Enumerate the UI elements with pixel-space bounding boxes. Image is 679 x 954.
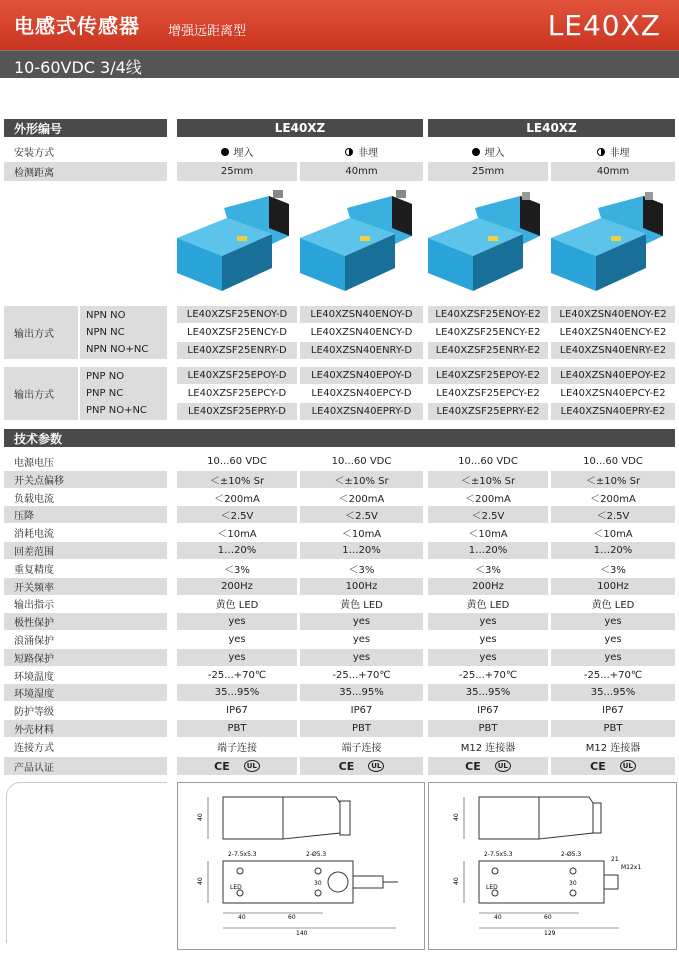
npn-type: NPN NO+NC [86, 344, 149, 355]
part-number: LE40XZSN40ENCY-D [310, 327, 413, 338]
spec-value: ＜2.5V [551, 506, 675, 523]
spec-row [0, 506, 679, 523]
part-number: LE40XZSF25ENCY-E2 [435, 327, 541, 338]
spec-value: yes [177, 649, 297, 666]
dim-label: 2-7.5x5.3 [228, 851, 257, 858]
spec-label: 开关点偏移 [4, 471, 167, 488]
spec-value: 35...95% [428, 684, 548, 701]
ul-mark-icon: UL [244, 760, 260, 772]
spec-value: 1…20% [551, 542, 675, 559]
spec-value: ＜3% [224, 564, 250, 576]
spec-value: yes [300, 613, 423, 630]
decorative-frame [6, 782, 167, 943]
part-number: LE40XZSN40EPCY-D [311, 388, 412, 399]
spec-value: yes [604, 634, 622, 645]
spec-value: ＜2.5V [428, 506, 548, 523]
spec-value: 10...60 VDC [207, 456, 267, 467]
spec-value: 10...60 VDC [458, 456, 518, 467]
flush-icon [472, 148, 480, 156]
spec-label: 电源电压 [14, 458, 54, 469]
spec-value: -25...+70℃ [583, 669, 643, 681]
flush-icon [221, 148, 229, 156]
spec-label: 短路保护 [4, 649, 167, 666]
mounting-label: 安装方式 [14, 148, 54, 159]
spec-value: ＜3% [475, 564, 501, 576]
spec-row [0, 649, 679, 666]
spec-value: 100Hz [300, 578, 423, 595]
mounting-value: 非埋 [300, 143, 423, 160]
part-number: LE40XZSN40ENRY-E2 [551, 342, 675, 359]
part-number: LE40XZSF25EPRY-D [177, 403, 297, 420]
spec-value: 10...60 VDC [583, 456, 643, 467]
spec-value: ＜10mA [217, 529, 257, 541]
dim-label: 40 [494, 914, 502, 921]
spec-value: 黄色 LED [466, 600, 510, 612]
spec-value: ＜±10% Sr [551, 471, 675, 488]
model-name: LE40XZ [547, 9, 661, 42]
ce-mark-icon: CE [465, 759, 481, 773]
distance-value: 25mm [177, 162, 297, 181]
sensor-image [300, 188, 424, 298]
spec-row [0, 524, 679, 541]
spec-value: ＜3% [348, 564, 375, 576]
nonflush-icon [345, 148, 353, 156]
npn-type: NPN NC [86, 327, 125, 338]
dim-label: 40 [453, 877, 460, 885]
ce-mark-icon: CE [338, 759, 355, 773]
mounting-value: 非埋 [551, 143, 675, 160]
ul-mark-icon: UL [495, 760, 511, 772]
spec-label: 重复精度 [14, 564, 54, 576]
shape-code-label: 外形编号 [4, 119, 167, 137]
spec-value: M12 连接器 [460, 742, 516, 754]
spec-value: ＜2.5V [300, 506, 423, 523]
part-number: LE40XZSN40ENCY-E2 [559, 327, 667, 338]
table-row [0, 324, 679, 341]
spec-value: yes [177, 613, 297, 630]
spec-value: IP67 [226, 705, 248, 717]
distance-label: 检测距离 [4, 162, 167, 181]
npn-type: NPN NO [86, 310, 126, 321]
spec-value: ＜±10% Sr [177, 471, 297, 488]
spec-value: 1…20% [177, 542, 297, 559]
spec-value: yes [551, 613, 675, 630]
dim-label: 2-7.5x5.3 [484, 851, 513, 858]
spec-row [0, 453, 679, 470]
sensor-image [551, 188, 675, 298]
spec-label: 连接方式 [14, 742, 54, 754]
spec-row [0, 578, 679, 595]
spec-row [0, 560, 679, 577]
table-row [0, 367, 679, 384]
part-number: LE40XZSF25EPCY-E2 [436, 388, 540, 399]
dim-label: 40 [197, 877, 204, 885]
spec-row [0, 613, 679, 630]
mounting-value: 埋入 [428, 143, 548, 160]
spec-label: 浪涌保护 [14, 636, 54, 647]
spec-value: 10...60 VDC [331, 456, 392, 467]
pnp-type: PNP NO+NC [86, 405, 147, 416]
spec-value: PBT [551, 720, 675, 737]
sensor-image [177, 188, 301, 298]
spec-value: ＜200mA [338, 493, 385, 505]
spec-value: ＜±10% Sr [428, 471, 548, 488]
product-title: 电感式传感器 [14, 14, 140, 38]
part-number: LE40XZSN40ENOY-E2 [551, 306, 675, 323]
spec-value: PBT [177, 720, 297, 737]
spec-value: -25...+70℃ [207, 669, 267, 681]
spec-value: yes [228, 634, 246, 645]
dim-label: 21 [611, 856, 619, 863]
part-number: LE40XZSN40ENOY-D [300, 306, 423, 323]
dimension-drawing-m12 [428, 782, 677, 950]
spec-row [0, 738, 679, 755]
dim-label: 60 [544, 914, 552, 921]
table-row [0, 306, 679, 323]
spec-label: 开关频率 [4, 578, 167, 595]
spec-value: 200Hz [428, 578, 548, 595]
distance-value: 40mm [300, 162, 423, 181]
table-head-row [0, 119, 679, 137]
spec-row [0, 471, 679, 488]
dim-label: 2-Ø5.3 [306, 851, 327, 858]
spec-row [0, 489, 679, 506]
spec-value: 黄色 LED [215, 600, 259, 612]
led-label: LED [230, 884, 242, 891]
spec-label: 负载电流 [14, 493, 54, 505]
cert-row [0, 757, 679, 775]
dim-label: 2-Ø5.3 [561, 851, 582, 858]
spec-value: -25...+70℃ [332, 669, 391, 681]
pnp-type: PNP NO [86, 371, 125, 382]
spec-value: M12 连接器 [585, 742, 641, 754]
tech-params-title: 技术参数 [4, 429, 675, 447]
spec-row [0, 542, 679, 559]
spec-row [0, 631, 679, 648]
spec-row [0, 595, 679, 612]
part-number: LE40XZSF25EPRY-E2 [428, 403, 548, 420]
spec-value: 端子连接 [217, 742, 257, 754]
output-mode-label: 输出方式 [4, 367, 78, 420]
dimension-drawing-terminal [177, 782, 425, 950]
part-number: LE40XZSN40EPRY-E2 [551, 403, 675, 420]
part-number: LE40XZSF25ENOY-E2 [428, 306, 548, 323]
spec-value: IP67 [350, 705, 373, 717]
spec-value: ＜10mA [341, 529, 382, 541]
table-row [0, 385, 679, 402]
nonflush-icon [597, 148, 605, 156]
part-number: LE40XZSF25ENRY-E2 [428, 342, 548, 359]
spec-label: 环境湿度 [4, 684, 167, 701]
spec-value: 200Hz [177, 578, 297, 595]
spec-label: 回差范围 [4, 542, 167, 559]
spec-value: PBT [300, 720, 423, 737]
spec-label: 压降 [4, 506, 167, 523]
mounting-value: 埋入 [177, 143, 297, 160]
distance-value: 25mm [428, 162, 548, 181]
ce-mark-icon: CE [214, 759, 230, 773]
part-number: LE40XZSF25ENCY-D [187, 327, 287, 338]
mounting-row [0, 143, 679, 160]
cert-label: 产品认证 [4, 757, 167, 775]
spec-label: 消耗电流 [14, 529, 54, 541]
output-mode-label: 输出方式 [4, 306, 78, 359]
spec-label: 输出指示 [14, 600, 54, 612]
spec-value: PBT [428, 720, 548, 737]
dim-label: 30 [314, 880, 322, 887]
subheader-bar [0, 50, 679, 78]
part-number: LE40XZSF25ENRY-D [177, 342, 297, 359]
spec-value: ＜±10% Sr [300, 471, 423, 488]
spec-row [0, 667, 679, 684]
dim-label: 60 [288, 914, 296, 921]
spec-value: IP67 [602, 705, 624, 717]
distance-row [0, 162, 679, 181]
pnp-type: PNP NC [86, 388, 124, 399]
table-row [0, 342, 679, 359]
spec-value: ＜10mA [468, 529, 508, 541]
spec-value: yes [428, 649, 548, 666]
spec-value: yes [428, 613, 548, 630]
spec-value: 35...95% [177, 684, 297, 701]
spec-value: ＜200mA [465, 493, 511, 505]
dim-label: 40 [197, 813, 204, 821]
spec-label: 极性保护 [4, 613, 167, 630]
spec-label: 环境温度 [14, 671, 54, 683]
part-number: LE40XZSF25EPCY-D [187, 388, 287, 399]
spec-value: ＜3% [600, 564, 626, 576]
spec-value: ＜2.5V [177, 506, 297, 523]
table-row [0, 403, 679, 420]
spec-label: 外壳材料 [4, 720, 167, 737]
dim-label: 40 [453, 813, 460, 821]
spec-value: 35...95% [300, 684, 423, 701]
part-number: LE40XZSN40EPOY-E2 [551, 367, 675, 384]
spec-value: 100Hz [551, 578, 675, 595]
spec-value: 1…20% [428, 542, 548, 559]
spec-value: ＜10mA [593, 529, 633, 541]
part-number: LE40XZSN40EPOY-D [300, 367, 423, 384]
part-number: LE40XZSN40EPCY-E2 [560, 388, 666, 399]
dim-label: 129 [544, 930, 556, 937]
spec-value: yes [352, 634, 371, 645]
sensor-image [428, 188, 552, 298]
spec-value: yes [300, 649, 423, 666]
ce-mark-icon: CE [590, 759, 606, 773]
spec-value: IP67 [477, 705, 499, 717]
part-number: LE40XZSN40EPRY-D [300, 403, 423, 420]
voltage-wiring: 10-60VDC 3/4线 [14, 58, 142, 77]
spec-value: ＜200mA [214, 493, 260, 505]
spec-label: 防护等级 [14, 707, 54, 719]
group1-model: LE40XZ [177, 119, 423, 137]
ul-mark-icon: UL [620, 760, 636, 772]
part-number: LE40XZSF25EPOY-D [177, 367, 297, 384]
spec-value: -25...+70℃ [458, 669, 518, 681]
dim-label: M12x1 [621, 864, 642, 871]
spec-value: ＜200mA [590, 493, 636, 505]
dim-label: 30 [569, 880, 577, 887]
spec-row [0, 702, 679, 719]
distance-value: 40mm [551, 162, 675, 181]
spec-value: yes [479, 634, 497, 645]
part-number: LE40XZSF25ENOY-D [177, 306, 297, 323]
spec-value: 35...95% [551, 684, 675, 701]
spec-row [0, 684, 679, 701]
dim-label: 140 [296, 930, 308, 937]
ul-mark-icon: UL [368, 760, 384, 772]
led-label: LED [486, 884, 498, 891]
part-number: LE40XZSF25EPOY-E2 [428, 367, 548, 384]
part-number: LE40XZSN40ENRY-D [300, 342, 423, 359]
page-header [0, 0, 679, 50]
product-subtitle: 增强远距离型 [168, 24, 247, 39]
spec-value: 黄色 LED [591, 600, 635, 612]
spec-row [0, 720, 679, 737]
group2-model: LE40XZ [428, 119, 675, 137]
spec-value: 端子连接 [341, 742, 382, 754]
spec-value: 1…20% [300, 542, 423, 559]
spec-value: yes [551, 649, 675, 666]
dim-label: 40 [238, 914, 246, 921]
spec-value: 黄色 LED [340, 600, 383, 612]
